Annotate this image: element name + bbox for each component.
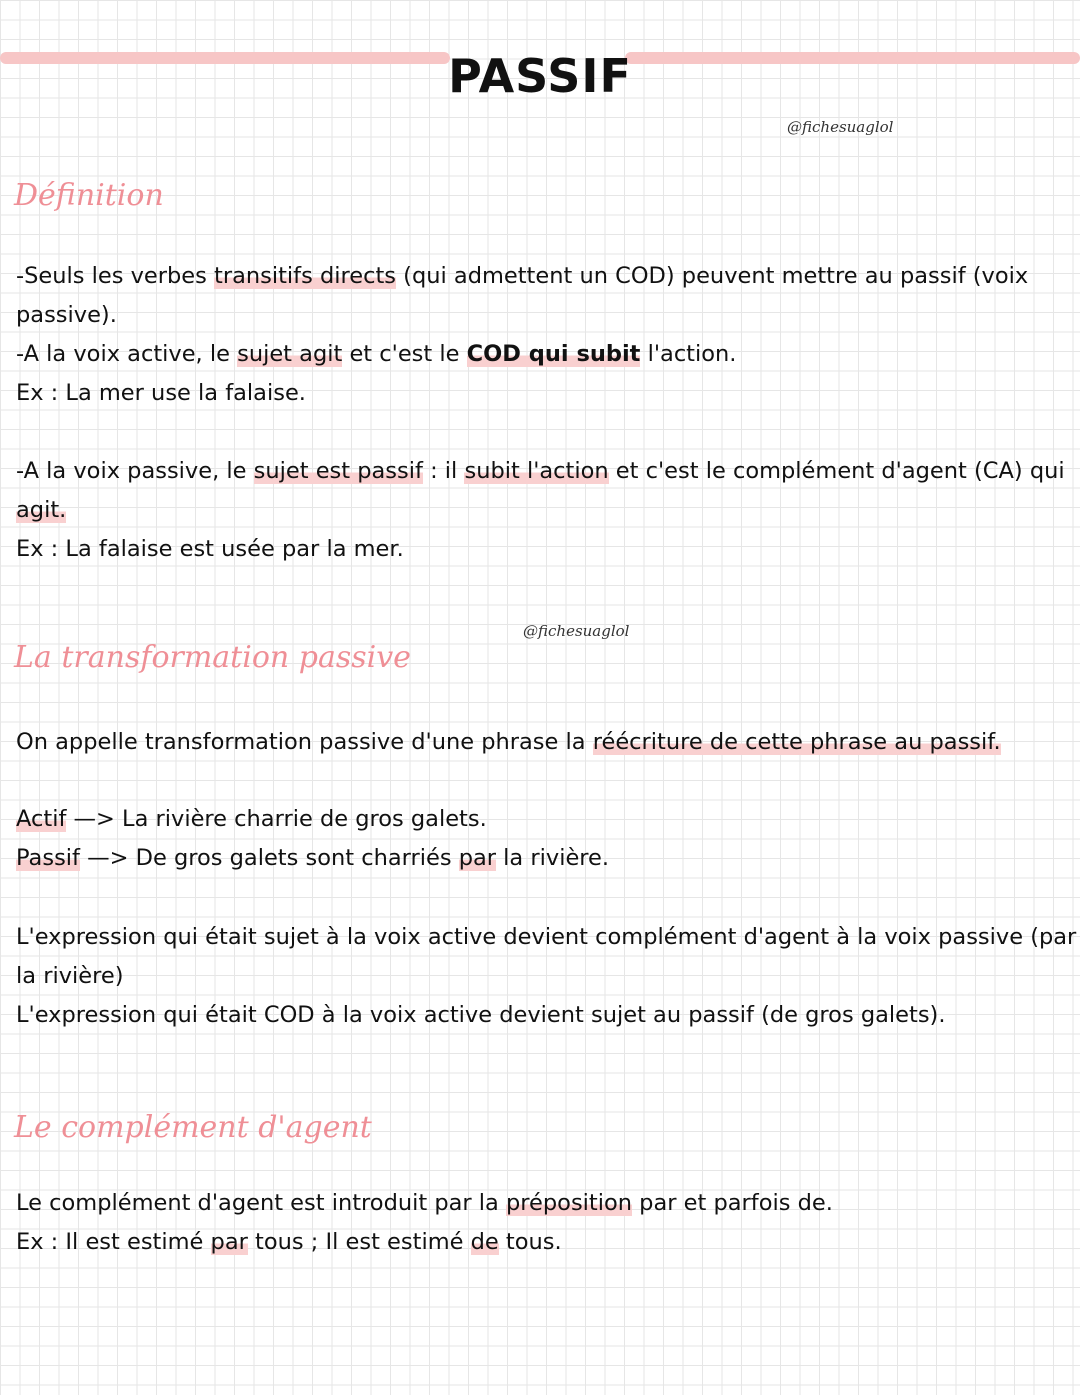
heading-complement-agent: Le complément d'agent [14, 1110, 372, 1145]
transformation-line-4: L'expression qui était sujet à la voix active devient complément d'agent à la voix passive (par [16, 924, 1077, 950]
agent-example: Ex : Il est estimé par tous ; Il est estimé de tous. [16, 1229, 562, 1255]
definition-example-1: Ex : La mer use la falaise. [16, 380, 306, 406]
transformation-line-1: On appelle transformation passive d'une phrase la réécriture de cette phrase au passif. [16, 729, 1001, 755]
agent-line-1: Le complément d'agent est introduit par la préposition par et parfois de. [16, 1190, 833, 1216]
page-title: PASSIF [448, 48, 632, 103]
definition-line-5: -A la voix passive, le sujet est passif : il subit l'action et c'est le complément d'agent (CA) qui [16, 458, 1065, 484]
definition-line-2: passive). [16, 302, 117, 328]
definition-line-6: agit. [16, 497, 67, 523]
watermark-middle: @fichesuaglol [523, 622, 630, 640]
definition-example-2: Ex : La falaise est usée par la mer. [16, 536, 404, 562]
heading-definition: Définition [14, 178, 164, 213]
transformation-actif: Actif —> La rivière charrie de gros galets. [16, 806, 487, 832]
definition-line-3: -A la voix active, le sujet agit et c'est le COD qui subit l'action. [16, 341, 737, 367]
transformation-line-5: la rivière) [16, 963, 124, 989]
watermark-top: @fichesuaglol [787, 118, 894, 136]
definition-line-1: -Seuls les verbes transitifs directs (qui admettent un COD) peuvent mettre au passif (voix [16, 263, 1029, 289]
heading-transformation: La transformation passive [14, 640, 411, 675]
transformation-line-6: L'expression qui était COD à la voix active devient sujet au passif (de gros galets). [16, 1002, 946, 1028]
transformation-passif: Passif —> De gros galets sont charriés par la rivière. [16, 845, 610, 871]
